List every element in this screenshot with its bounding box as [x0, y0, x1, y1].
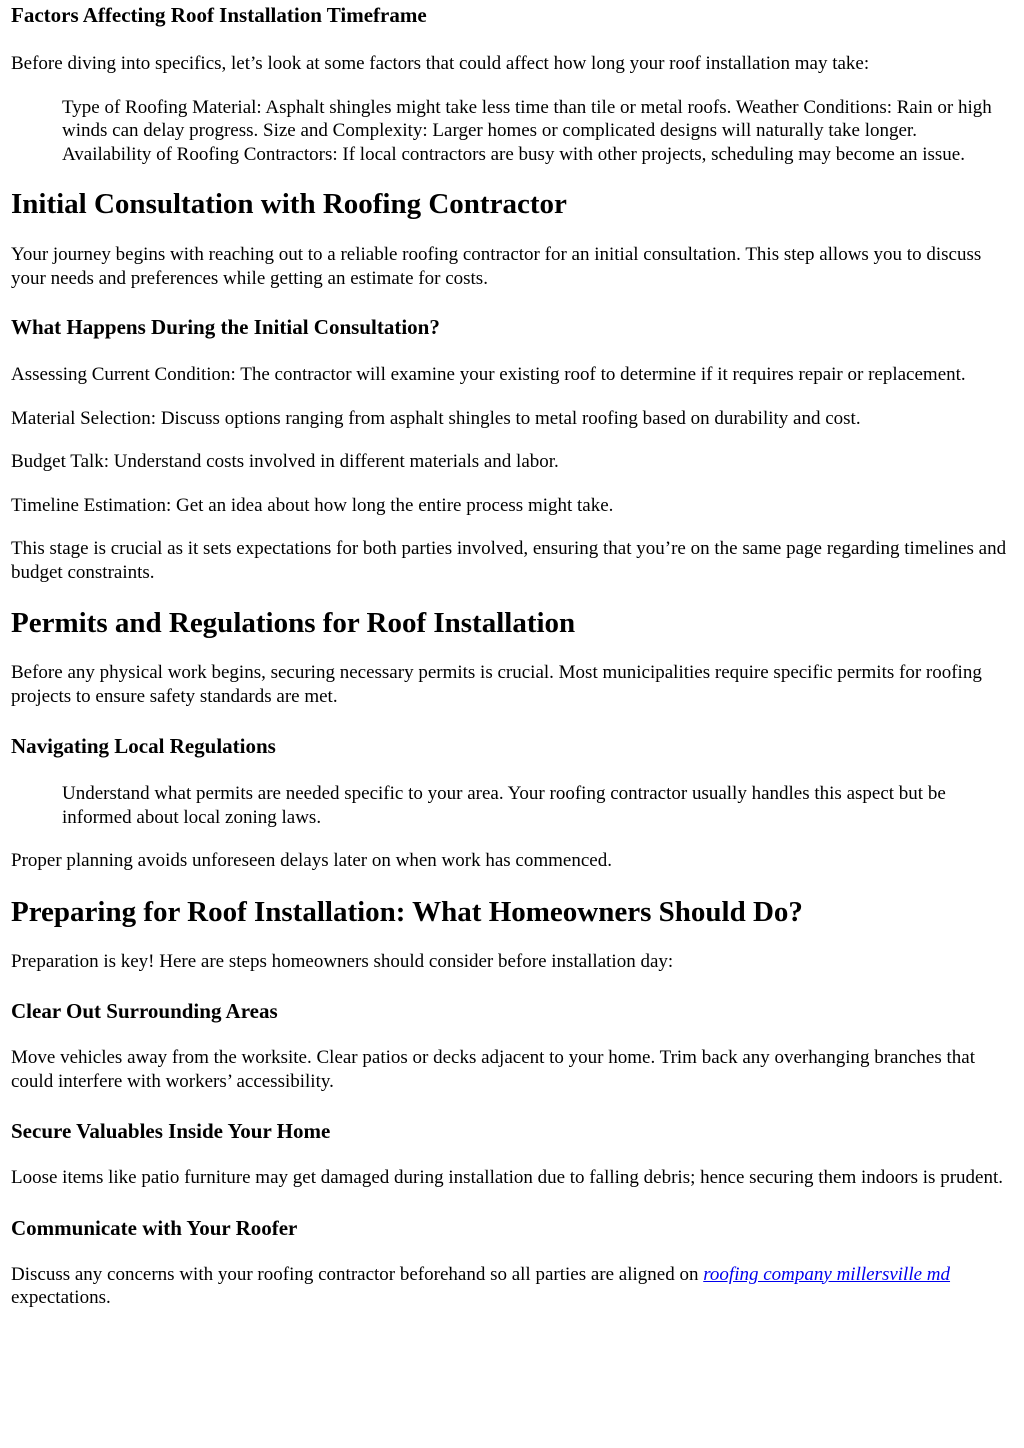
factors-intro: Before diving into specifics, let’s look at some factors that could affect how long your roof installation may take:: [11, 53, 870, 74]
consultation-subheading: What Happens During the Initial Consultation?: [11, 315, 440, 339]
communicate-text: [11, 1263, 1008, 1310]
factors-quote: Type of Roofing Material: Asphalt shingles might take less time than tile or metal roofs. Weather Conditions: Rain or high winds can delay progress. Size and Complexity: Larger homes or complicated designs will naturally take longer. Availability of Roofing Contractors: If local contractors are busy with other projects, scheduling may become an issue.: [62, 96, 992, 165]
article: [0, 2, 1024, 1310]
clear-heading: Clear Out Surrounding Areas: [11, 999, 278, 1023]
permits-subheading: Navigating Local Regulations: [11, 734, 276, 758]
permits-closing: Proper planning avoids unforeseen delays later on when work has commenced.: [11, 850, 612, 871]
secure-text: Loose items like patio furniture may get damaged during installation due to falling debris; hence securing them indoors is prudent.: [11, 1167, 1003, 1188]
preparing-heading: Preparing for Roof Installation: What Homeowners Should Do?: [11, 895, 803, 928]
consultation-heading: Initial Consultation with Roofing Contractor: [11, 188, 567, 220]
consultation-item: Budget Talk: Understand costs involved in different materials and labor.: [11, 451, 559, 472]
communicate-heading: Communicate with Your Roofer: [11, 1215, 298, 1240]
consultation-item: Timeline Estimation: Get an idea about how long the entire process might take.: [11, 494, 614, 516]
consultation-item: Material Selection: Discuss options ranging from asphalt shingles to metal roofing based on durability and cost.: [11, 407, 861, 429]
secure-heading: Secure Valuables Inside Your Home: [11, 1119, 331, 1143]
clear-text: Move vehicles away from the worksite. Clear patios or decks adjacent to your home. Trim back any overhanging branches that could interfere with workers’ accessibility.: [11, 1047, 975, 1092]
permits-heading: Permits and Regulations for Roof Installation: [11, 607, 576, 639]
roofing-company-link[interactable]: roofing company millersville md: [703, 1263, 951, 1285]
consultation-intro: Your journey begins with reaching out to a reliable roofing contractor for an initial consultation. This step allows you to discuss your needs and preferences while getting an estimate for costs.: [11, 244, 982, 289]
communicate-text-after: expectations.: [11, 1287, 111, 1308]
factors-heading: Factors Affecting Roof Installation Timeframe: [11, 3, 427, 27]
consultation-closing: This stage is crucial as it sets expectations for both parties involved, ensuring that you’re on the same page regarding timelines and budget constraints.: [11, 538, 1007, 583]
permits-intro: Before any physical work begins, securing necessary permits is crucial. Most municipalities require specific permits for roofing projects to ensure safety standards are met.: [11, 662, 982, 707]
permits-quote: Understand what permits are needed specific to your area. Your roofing contractor usually handles this aspect but be informed about local zoning laws.: [62, 783, 946, 828]
consultation-item: Assessing Current Condition: The contractor will examine your existing roof to determine if it requires repair or replacement.: [11, 364, 966, 385]
preparing-intro: Preparation is key! Here are steps homeowners should consider before installation day:: [11, 950, 674, 972]
communicate-text-before: Discuss any concerns with your roofing contractor beforehand so all parties are aligned on: [11, 1263, 704, 1285]
